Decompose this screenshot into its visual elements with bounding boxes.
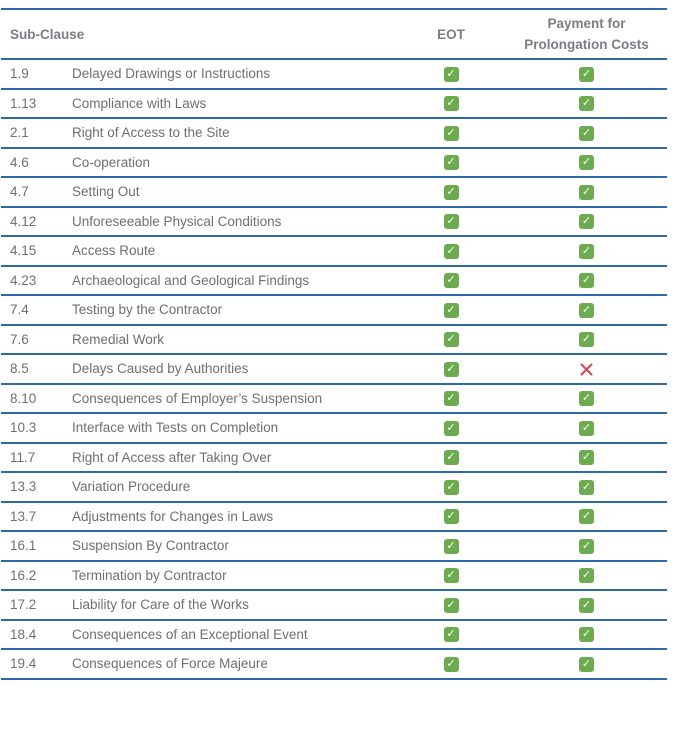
table-row: [1, 236, 667, 266]
payment-status-cell: [506, 266, 667, 296]
check-icon: ✓: [579, 539, 594, 554]
col-header-payment: [506, 9, 667, 59]
payment-status-cell: [506, 531, 667, 561]
clause-title: Liability for Care of the Works: [72, 590, 396, 620]
check-icon: ✓: [444, 627, 459, 642]
payment-status-cell: [506, 354, 667, 384]
check-icon: ✓: [444, 185, 459, 200]
clause-number: 1.13: [1, 89, 72, 119]
eot-status-cell: [396, 443, 506, 473]
clause-title: Remedial Work: [72, 325, 396, 355]
clause-title: Delays Caused by Authorities: [72, 354, 396, 384]
eot-status-cell: [396, 531, 506, 561]
check-icon: ✓: [444, 480, 459, 495]
check-icon: ✓: [444, 362, 459, 377]
clause-number: 4.15: [1, 236, 72, 266]
check-icon: ✓: [579, 214, 594, 229]
check-icon: ✓: [579, 185, 594, 200]
check-icon: ✓: [444, 273, 459, 288]
payment-status-cell: [506, 472, 667, 502]
table-row: [1, 89, 667, 119]
clause-number: 11.7: [1, 443, 72, 473]
payment-status-cell: [506, 325, 667, 355]
table-row: [1, 590, 667, 620]
eot-status-cell: [396, 59, 506, 89]
check-icon: ✓: [579, 303, 594, 318]
table-row: [1, 266, 667, 296]
clause-number: 4.6: [1, 148, 72, 178]
eot-status-cell: [396, 207, 506, 237]
payment-status-cell: [506, 443, 667, 473]
clause-number: 7.4: [1, 295, 72, 325]
payment-status-cell: [506, 59, 667, 89]
table-row: [1, 620, 667, 650]
cross-icon: [579, 362, 594, 377]
check-icon: ✓: [444, 391, 459, 406]
table-body: [1, 59, 667, 679]
clause-number: 2.1: [1, 118, 72, 148]
check-icon: ✓: [444, 509, 459, 524]
clause-title: Co-operation: [72, 148, 396, 178]
clause-title: Termination by Contractor: [72, 561, 396, 591]
table-row: [1, 649, 667, 679]
check-icon: ✓: [579, 627, 594, 642]
clause-number: 4.12: [1, 207, 72, 237]
check-icon: ✓: [444, 126, 459, 141]
table-row: [1, 384, 667, 414]
table-row: [1, 148, 667, 178]
clause-number: 7.6: [1, 325, 72, 355]
table-row: [1, 472, 667, 502]
clause-title: Variation Procedure: [72, 472, 396, 502]
payment-status-cell: [506, 590, 667, 620]
table-row: [1, 531, 667, 561]
table-row: [1, 295, 667, 325]
eot-status-cell: [396, 325, 506, 355]
table-row: [1, 59, 667, 89]
payment-status-cell: [506, 236, 667, 266]
eot-status-cell: [396, 148, 506, 178]
col-header-payment-line1: Payment for: [547, 16, 626, 31]
clause-number: 8.10: [1, 384, 72, 414]
eot-status-cell: [396, 502, 506, 532]
table-row: [1, 325, 667, 355]
clause-number: 13.7: [1, 502, 72, 532]
clause-number: 18.4: [1, 620, 72, 650]
eot-status-cell: [396, 354, 506, 384]
eot-status-cell: [396, 236, 506, 266]
check-icon: ✓: [444, 67, 459, 82]
payment-status-cell: [506, 148, 667, 178]
eot-status-cell: [396, 649, 506, 679]
clause-title: Right of Access after Taking Over: [72, 443, 396, 473]
clause-title: Delayed Drawings or Instructions: [72, 59, 396, 89]
eot-status-cell: [396, 89, 506, 119]
payment-status-cell: [506, 177, 667, 207]
table-row: [1, 207, 667, 237]
check-icon: ✓: [579, 598, 594, 613]
check-icon: ✓: [579, 421, 594, 436]
clause-title: Adjustments for Changes in Laws: [72, 502, 396, 532]
col-header-payment-line2: Prolongation Costs: [524, 37, 649, 52]
check-icon: ✓: [444, 450, 459, 465]
clause-number: 13.3: [1, 472, 72, 502]
table-row: [1, 502, 667, 532]
eot-status-cell: [396, 384, 506, 414]
check-icon: ✓: [444, 568, 459, 583]
check-icon: ✓: [444, 421, 459, 436]
check-icon: ✓: [579, 450, 594, 465]
eot-status-cell: [396, 266, 506, 296]
clause-title: Compliance with Laws: [72, 89, 396, 119]
clause-number: 4.7: [1, 177, 72, 207]
table-row: [1, 561, 667, 591]
clause-title: Interface with Tests on Completion: [72, 413, 396, 443]
clause-number: 10.3: [1, 413, 72, 443]
payment-status-cell: [506, 89, 667, 119]
table-row: [1, 413, 667, 443]
payment-status-cell: [506, 207, 667, 237]
payment-status-cell: [506, 413, 667, 443]
payment-status-cell: [506, 620, 667, 650]
eot-status-cell: [396, 472, 506, 502]
col-header-eot: EOT: [396, 9, 506, 59]
clause-title: Consequences of Employer’s Suspension: [72, 384, 396, 414]
clause-number: 16.1: [1, 531, 72, 561]
eot-status-cell: [396, 620, 506, 650]
clause-title: Consequences of Force Majeure: [72, 649, 396, 679]
col-header-sub-clause: Sub-Clause: [1, 9, 396, 59]
clause-title: Testing by the Contractor: [72, 295, 396, 325]
check-icon: ✓: [444, 214, 459, 229]
check-icon: ✓: [444, 332, 459, 347]
payment-status-cell: [506, 118, 667, 148]
eot-status-cell: [396, 118, 506, 148]
clause-number: 19.4: [1, 649, 72, 679]
clause-number: 17.2: [1, 590, 72, 620]
clause-title: Access Route: [72, 236, 396, 266]
check-icon: ✓: [444, 244, 459, 259]
check-icon: ✓: [444, 303, 459, 318]
check-icon: ✓: [579, 568, 594, 583]
payment-status-cell: [506, 649, 667, 679]
eot-status-cell: [396, 295, 506, 325]
table-row: [1, 443, 667, 473]
clause-title: Consequences of an Exceptional Event: [72, 620, 396, 650]
check-icon: ✓: [579, 273, 594, 288]
check-icon: ✓: [444, 657, 459, 672]
clause-title: Right of Access to the Site: [72, 118, 396, 148]
clause-title: Unforeseeable Physical Conditions: [72, 207, 396, 237]
check-icon: ✓: [444, 598, 459, 613]
check-icon: ✓: [579, 509, 594, 524]
clause-number: 4.23: [1, 266, 72, 296]
clause-entitlements-table: [1, 8, 667, 680]
payment-status-cell: [506, 295, 667, 325]
payment-status-cell: [506, 384, 667, 414]
table-row: [1, 354, 667, 384]
check-icon: ✓: [444, 96, 459, 111]
clause-title: Suspension By Contractor: [72, 531, 396, 561]
payment-status-cell: [506, 502, 667, 532]
clause-number: 16.2: [1, 561, 72, 591]
check-icon: ✓: [579, 332, 594, 347]
check-icon: ✓: [579, 67, 594, 82]
check-icon: ✓: [579, 480, 594, 495]
table-row: [1, 118, 667, 148]
clause-number: 1.9: [1, 59, 72, 89]
check-icon: ✓: [579, 96, 594, 111]
check-icon: ✓: [579, 391, 594, 406]
clause-title: Setting Out: [72, 177, 396, 207]
payment-status-cell: [506, 561, 667, 591]
eot-status-cell: [396, 561, 506, 591]
check-icon: ✓: [444, 155, 459, 170]
check-icon: ✓: [579, 126, 594, 141]
table-header-row: [1, 9, 667, 59]
eot-status-cell: [396, 413, 506, 443]
eot-status-cell: [396, 590, 506, 620]
clause-number: 8.5: [1, 354, 72, 384]
check-icon: ✓: [579, 244, 594, 259]
eot-status-cell: [396, 177, 506, 207]
check-icon: ✓: [579, 657, 594, 672]
check-icon: ✓: [444, 539, 459, 554]
clause-title: Archaeological and Geological Findings: [72, 266, 396, 296]
table-row: [1, 177, 667, 207]
check-icon: ✓: [579, 155, 594, 170]
